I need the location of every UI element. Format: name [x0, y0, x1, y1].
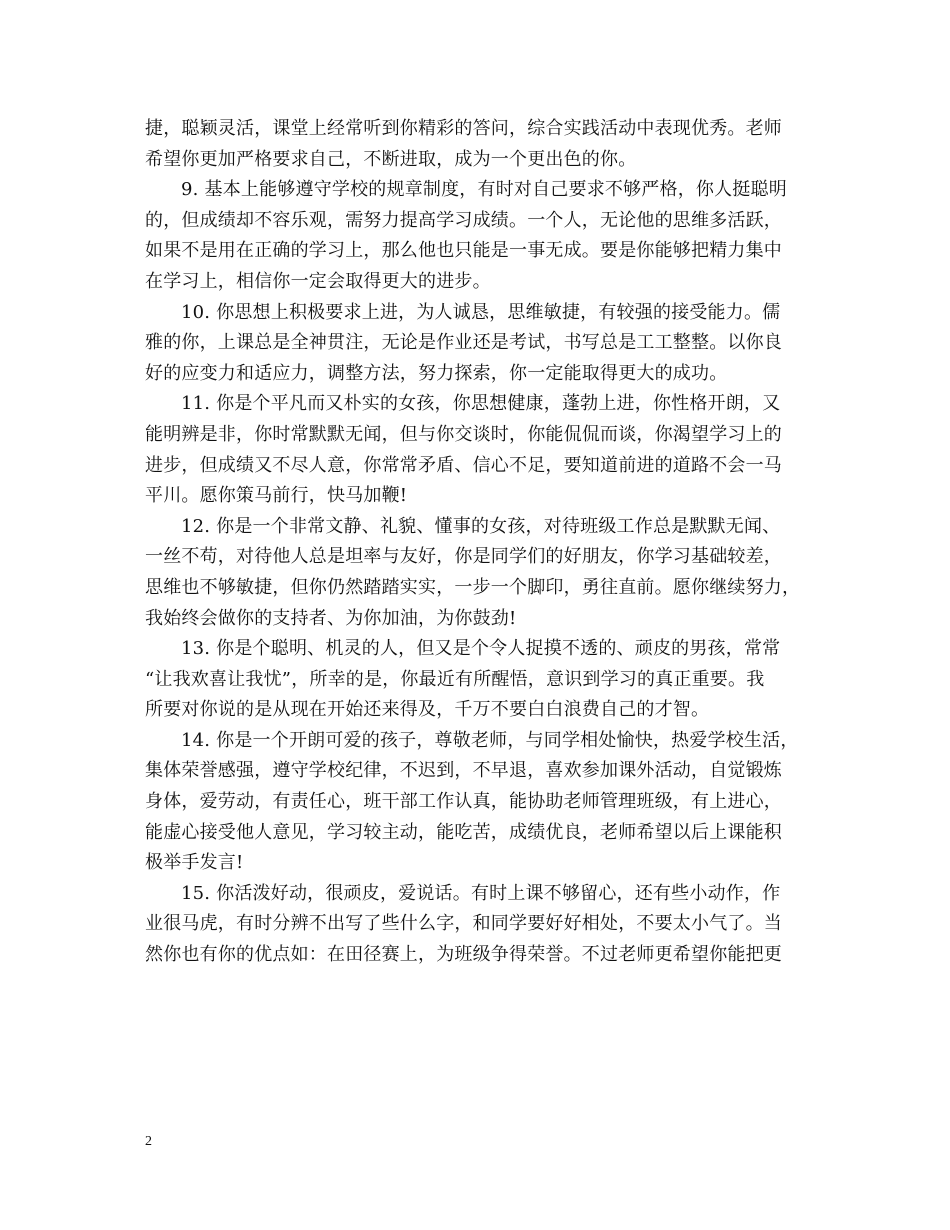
text-line: 好的应变力和适应力，调整方法，努力探索，你一定能取得更大的成功。	[145, 362, 728, 384]
document-body	[145, 114, 810, 971]
text-line: 12. 你是一个非常文静、礼貌、懂事的女孩，对待班级工作总是默默无闻、	[181, 515, 781, 537]
paragraph-item-11	[145, 389, 810, 511]
text-line: 平川。愿你策马前行，快马加鞭!	[145, 485, 408, 507]
text-line: 然你也有你的优点如：在田径赛上，为班级争得荣誉。不过老师更希望你能把更	[145, 944, 782, 966]
text-line: 13. 你是个聪明、机灵的人，但又是个令人捉摸不透的、顽皮的男孩，常常	[181, 638, 781, 660]
paragraph-continuation	[145, 114, 810, 175]
text-line: 捷，聪颖灵活，课堂上经常听到你精彩的答问，综合实践活动中表现优秀。老师	[145, 118, 782, 139]
text-line: 14. 你是一个开朗可爱的孩子，尊敬老师，与同学相处愉快，热爱学校生活，	[181, 729, 799, 751]
page-number: 2	[145, 1134, 152, 1149]
text-line: 在学习上，相信你一定会取得更大的进步。	[145, 270, 491, 292]
paragraph-item-14	[145, 726, 810, 879]
text-line: 极举手发言!	[145, 852, 244, 874]
text-line: 11. 你是个平凡而又朴实的女孩，你思想健康，蓬勃上进，你性格开朗，又	[181, 393, 781, 415]
text-line: 身体，爱劳动，有责任心，班干部工作认真，能协助老师管理班级，有上进心，	[145, 791, 782, 813]
text-line: 10. 你思想上积极要求上进，为人诚恳，思维敏捷，有较强的接受能力。儒	[181, 301, 781, 323]
text-line: 进步，但成绩又不尽人意，你常常矛盾、信心不足，要知道前进的道路不会一马	[145, 454, 782, 476]
text-line: “让我欢喜让我忧”，所幸的是，你最近有所醒悟，意识到学习的真正重要。我	[145, 668, 765, 690]
paragraph-item-10	[145, 298, 810, 390]
text-line: 业很马虎，有时分辨不出写了些什么字，和同学要好好相处，不要太小气了。当	[145, 913, 782, 935]
paragraph-item-13	[145, 634, 810, 726]
text-line: 能明辨是非，你时常默默无闻，但与你交谈时，你能侃侃而谈，你渴望学习上的	[145, 423, 782, 445]
paragraph-item-9	[145, 175, 810, 297]
text-line: 思维也不够敏捷，但你仍然踏踏实实，一步一个脚印，勇往直前。愿你继续努力，	[145, 576, 801, 598]
text-line: 雅的你，上课总是全神贯注，无论是作业还是考试，书写总是工工整整。以你良	[145, 332, 782, 354]
text-line: 能虚心接受他人意见，学习较主动，能吃苦，成绩优良，老师希望以后上课能积	[145, 821, 782, 843]
text-line: 的，但成绩却不容乐观，需努力提高学习成绩。一个人，无论他的思维多活跃，	[145, 209, 782, 231]
text-line: 所要对你说的是从现在开始还来得及，千万不要白白浪费自己的才智。	[145, 699, 710, 721]
text-line: 15. 你活泼好动，很顽皮，爱说话。有时上课不够留心，还有些小动作，作	[181, 882, 781, 904]
text-line: 集体荣誉感强，遵守学校纪律，不迟到，不早退，喜欢参加课外活动，自觉锻炼	[145, 760, 782, 782]
text-line: 一丝不苟，对待他人总是坦率与友好，你是同学们的好朋友，你学习基础较差，	[145, 546, 782, 568]
text-line: 如果不是用在正确的学习上，那么他也只能是一事无成。要是你能够把精力集中	[145, 240, 782, 262]
text-line: 我始终会做你的支持者、为你加油，为你鼓劲!	[145, 607, 517, 629]
text-line: 希望你更加严格要求自己，不断进取，成为一个更出色的你。	[145, 148, 637, 170]
paragraph-item-15	[145, 879, 810, 971]
text-line: 9. 基本上能够遵守学校的规章制度，有时对自己要求不够严格，你人挺聪明	[181, 179, 787, 201]
paragraph-item-12	[145, 512, 810, 634]
